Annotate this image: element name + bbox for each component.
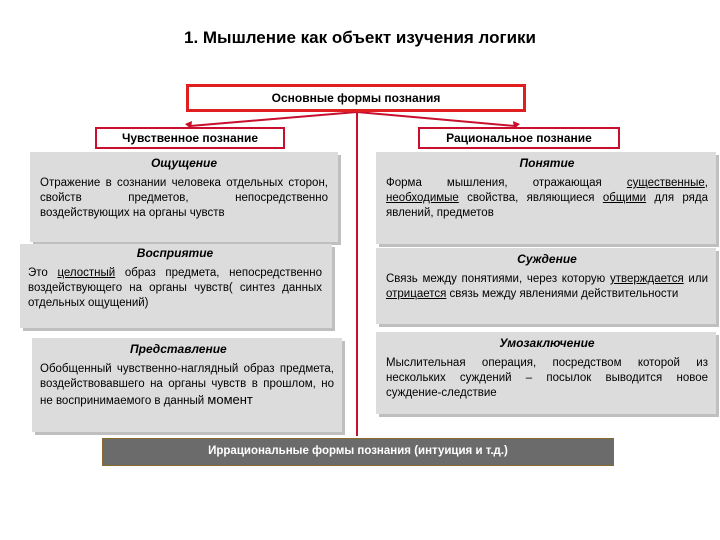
card-judgment	[376, 248, 716, 324]
card-representation-title: Представление	[130, 342, 227, 356]
card-sensation-title: Ощущение	[150, 156, 218, 170]
sensory-header	[95, 127, 285, 149]
card-concept-title: Понятие	[519, 156, 575, 170]
card-representation-text: Обобщенный чувственно-наглядный образ предмета, воздействовавшего на органы чувств в прошлом, но не воспринимаемого в данный момент	[40, 363, 334, 407]
card-judgment-text: Связь между понятиями, через которую утверждается или отрицается связь между явлениями действительности	[386, 273, 708, 300]
root-box	[186, 84, 526, 112]
card-perception	[20, 244, 332, 328]
card-perception-title: Восприятие	[136, 246, 214, 260]
irrational-box	[102, 438, 614, 466]
card-representation	[32, 338, 342, 432]
card-concept-text: Форма мышления, отражающая существенные, необходимые свойства, являющиеся общими для ряда явлений, предметов	[386, 177, 708, 219]
card-perception-text: Это целостный образ предмета, непосредственно воздействующего на органы чувств( синтез данных отдельных ощущений)	[28, 267, 322, 309]
card-judgment-title: Суждение	[517, 252, 577, 266]
card-sensation	[30, 152, 338, 242]
rational-header	[418, 127, 620, 149]
card-sensation-text: Отражение в сознании человека отдельных сторон, свойств предметов, непосредственно воздействующих на органы чувств	[40, 177, 328, 219]
card-concept	[376, 152, 716, 244]
card-inference-text: Мыслительная операция, посредством которой из нескольких суждений – посылок выводится новое суждение-следствие	[386, 357, 708, 399]
rational-header-label: Рациональное познание	[446, 131, 592, 145]
irrational-label: Иррациональные формы познания (интуиция и т.д.)	[208, 445, 508, 457]
card-inference-title: Умозаключение	[499, 336, 595, 350]
connector-to-sensory	[190, 112, 357, 126]
page-title: 1. Мышление как объект изучения логики	[183, 28, 536, 47]
connector-to-rational	[357, 112, 515, 126]
sensory-header-label: Чувственное познание	[121, 131, 259, 145]
root-label: Основные формы познания	[271, 91, 441, 105]
card-inference	[376, 332, 716, 414]
